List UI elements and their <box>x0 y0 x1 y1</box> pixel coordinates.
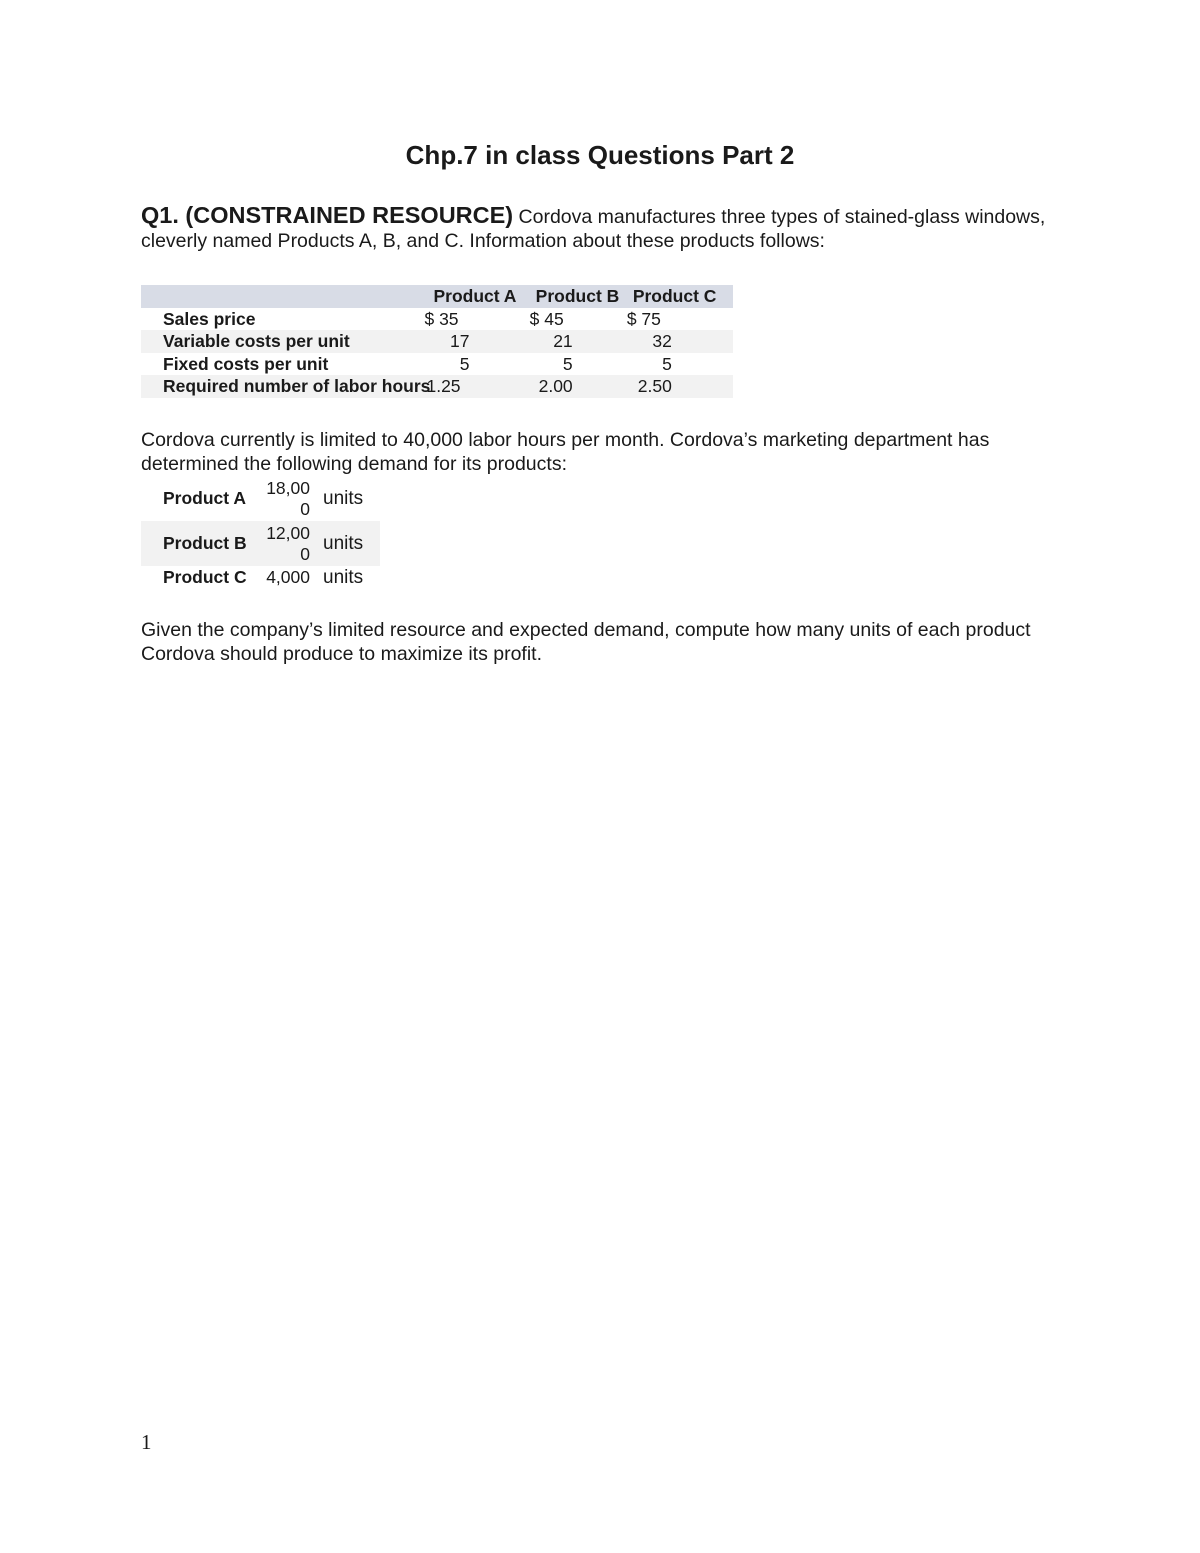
page-number: 1 <box>141 1430 152 1454</box>
header-blank <box>141 285 433 308</box>
table-row <box>141 308 733 331</box>
header-product-b: Product B <box>535 286 620 306</box>
table-header-row <box>141 285 733 308</box>
cell-value: $ 45 <box>529 308 564 329</box>
demand-qty-cell <box>258 521 310 566</box>
demand-unit: units <box>323 487 364 509</box>
demand-unit: units <box>323 566 364 588</box>
table-row <box>141 353 733 376</box>
cell-value: 32 <box>652 331 672 351</box>
demand-qty-cell <box>258 566 310 589</box>
demand-qty: 4,000 <box>266 567 310 587</box>
product-info-table <box>141 285 733 398</box>
question-1-text: Cordova manufactures three types of stained-glass windows, cleverly named Products A, B, and C. Information about these products follows: <box>141 206 1046 252</box>
table-row <box>141 476 380 521</box>
demand-product-label: Product B <box>163 533 247 553</box>
header-product-a: Product A <box>433 286 517 306</box>
demand-unit: units <box>323 532 364 554</box>
page-title: Chp.7 in class Questions Part 2 <box>405 140 795 170</box>
cell-value: 1.25 <box>426 376 461 396</box>
demand-qty: 12,000 <box>266 522 310 564</box>
cell-c <box>633 353 733 376</box>
cell-a <box>433 353 535 376</box>
row-label-sales-price: Sales price <box>163 308 256 329</box>
labor-limit-paragraph: Cordova currently is limited to 40,000 labor hours per month. Cordova’s marketing department has determined the following demand for its products: <box>141 429 990 475</box>
cell-b <box>536 330 633 353</box>
task-paragraph: Given the company’s limited resource and expected demand, compute how many units of each product Cordova should produce to maximize its profit. <box>141 619 1031 665</box>
demand-table <box>141 476 380 589</box>
demand-product-label: Product C <box>163 567 247 587</box>
demand-qty: 18,000 <box>266 477 310 519</box>
cell-value: 2.00 <box>538 376 573 396</box>
cell-a <box>424 308 535 331</box>
cell-b <box>529 308 633 331</box>
cell-value: 17 <box>450 331 470 351</box>
cell-value: 21 <box>553 331 573 351</box>
cell-a <box>426 375 535 398</box>
cell-value: 5 <box>662 353 672 374</box>
cell-value: 5 <box>562 353 573 374</box>
header-product-c: Product C <box>632 286 717 306</box>
cell-c <box>626 308 733 331</box>
row-label-variable-costs: Variable costs per unit <box>163 331 350 351</box>
cell-c <box>633 375 733 398</box>
demand-qty-cell <box>258 476 310 521</box>
cell-c <box>633 330 733 353</box>
demand-product-label: Product A <box>163 488 246 508</box>
table-row <box>141 330 733 353</box>
cell-b <box>536 375 633 398</box>
row-label-labor-hours: Required number of labor hours <box>163 376 431 396</box>
table-row <box>141 375 733 398</box>
cell-value: $ 35 <box>424 308 459 329</box>
cell-b <box>536 353 633 376</box>
row-label-fixed-costs: Fixed costs per unit <box>163 353 329 374</box>
cell-a <box>433 330 535 353</box>
cell-value: 5 <box>459 353 470 374</box>
question-1-intro <box>141 203 1061 253</box>
table-row <box>141 566 380 589</box>
question-1-label: Q1. (CONSTRAINED RESOURCE) <box>141 202 514 228</box>
cell-value: $ 75 <box>626 308 661 329</box>
cell-value: 2.50 <box>637 376 672 396</box>
table-row <box>141 521 380 566</box>
